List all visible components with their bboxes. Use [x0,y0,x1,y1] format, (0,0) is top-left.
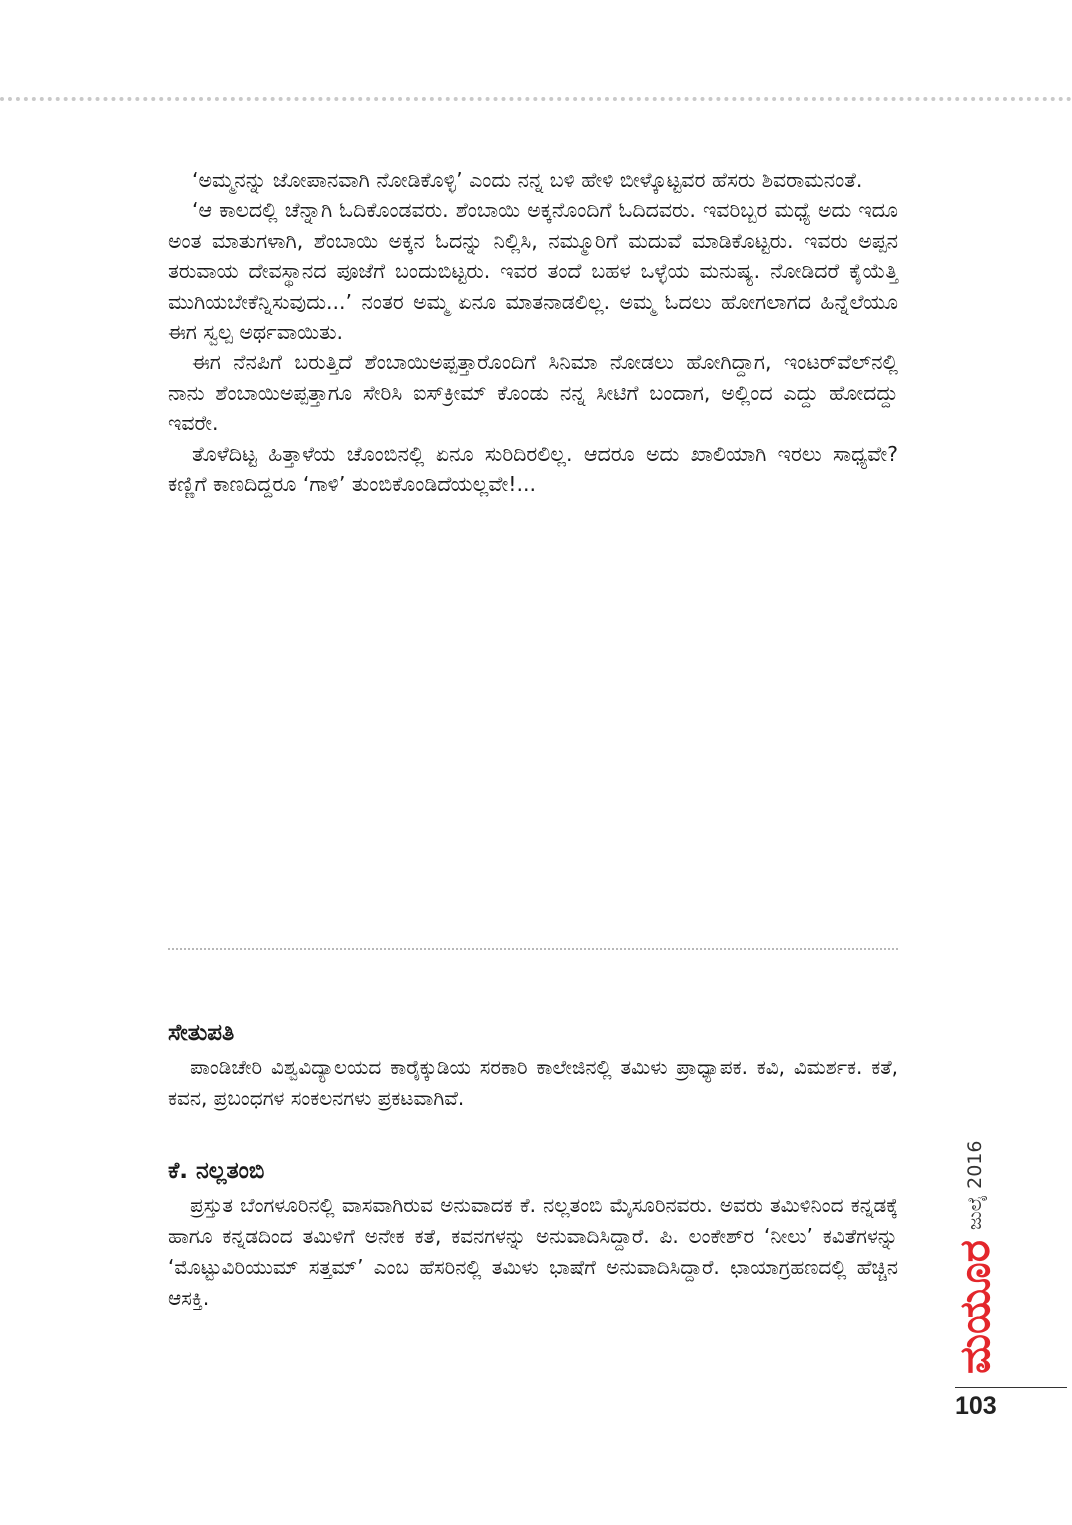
section-dotted-divider [168,948,898,950]
top-dotted-divider [0,97,1072,101]
bio-text: ಪಾಂಡಿಚೇರಿ ವಿಶ್ವವಿದ್ಯಾಲಯದ ಕಾರೈಕ್ಕುಡಿಯ ಸರಕಾರಿ ಕಾಲೇಜಿನಲ್ಲಿ ತಮಿಳು ಪ್ರಾಧ್ಯಾಪಕ. ಕವಿ, ವಿಮರ್ಶಕ. ಕತೆ, ಕವನ, ಪ್ರಬಂಧಗಳ ಸಂಕಲನಗಳು ಪ್ರಕಟವಾಗಿವೆ. [168,1055,898,1110]
author-bio-nallathambi [168,1156,898,1314]
author-bio-sethupathi [168,1018,898,1114]
story-paragraph: ತೊಳೆದಿಟ್ಟ ಹಿತ್ತಾಳೆಯ ಚೊಂಬಿನಲ್ಲಿ ಏನೂ ಸುರಿದಿರಲಿಲ್ಲ. ಆದರೂ ಅದು ಖಾಲಿಯಾಗಿ ಇರಲು ಸಾಧ್ಯವೇ? ಕಣ್ಣಿಗೆ ಕಾಣದಿದ್ದರೂ ‘ಗಾಳಿ’ ತುಂಬಿಕೊಂಡಿದೆಯಲ್ಲವೇ!... [168,441,898,497]
bio-name: ಸೇತುಪತಿ [168,1020,235,1046]
story-body [168,165,898,499]
page-number: 103 [955,1392,997,1420]
story-paragraph: ಈಗ ನೆನಪಿಗೆ ಬರುತ್ತಿದೆ ಶೆಂಬಾಯಿಅಪ್ಪತ್ತಾರೊಂದಿಗೆ ಸಿನಿಮಾ ನೋಡಲು ಹೋಗಿದ್ದಾಗ, ಇಂಟರ್‌ವೆಲ್‌ನಲ್ಲಿ ನಾನು ಶೆಂಬಾಯಿಅಪ್ಪತ್ತಾಗೂ ಸೇರಿಸಿ ಐಸ್‌ಕ್ರೀಮ್ ಕೊಂಡು ನನ್ನ ಸೀಟಿಗೆ ಬಂದಾಗ, ಅಲ್ಲಿಂದ ಎದ್ದು ಹೋದದ್ದು ಇವರೇ. [168,350,898,436]
magazine-logo: ಮಯೂರ [950,1240,999,1375]
page-number-rule [955,1387,1067,1388]
story-paragraph: ‘ಆ ಕಾಲದಲ್ಲಿ ಚೆನ್ನಾಗಿ ಓದಿಕೊಂಡವರು. ಶೆಂಬಾಯಿ ಅಕ್ಕನೊಂದಿಗೆ ಓದಿದವರು. ಇವರಿಬ್ಬರ ಮಧ್ಯೆ ಅದು ಇದೂ ಅಂತ ಮಾತುಗಳಾಗಿ, ಶೆಂಬಾಯಿ ಅಕ್ಕನ ಓದನ್ನು ನಿಲ್ಲಿಸಿ, ನಮ್ಮೂರಿಗೆ ಮದುವೆ ಮಾಡಿಕೊಟ್ಟರು. ಇವರು ಅಪ್ಪನ ತರುವಾಯ ದೇವಸ್ಥಾನದ ಪೂಜೆಗೆ ಬಂದುಬಿಟ್ಟರು. ಇವರ ತಂದೆ ಬಹಳ ಒಳ್ಳೆಯ ಮನುಷ್ಯ. ನೋಡಿದರೆ ಕೈಯೆತ್ತಿ ಮುಗಿಯಬೇಕೆನ್ನಿಸುವುದು...’ ನಂತರ ಅಮ್ಮ ಏನೂ ಮಾತನಾಡಲಿಲ್ಲ. ಅಮ್ಮ ಓದಲು ಹೋಗಲಾಗದ ಹಿನ್ನೆಲೆಯೂ ಈಗ ಸ್ವಲ್ಪ ಅರ್ಥವಾಯಿತು. [168,198,898,345]
story-paragraph: ‘ಅಮ್ಮನನ್ನು ಜೋಪಾನವಾಗಿ ನೋಡಿಕೊಳ್ಳಿ’ ಎಂದು ನನ್ನ ಬಳಿ ಹೇಳಿ ಬೀಳ್ಕೊಟ್ಟವರ ಹೆಸರು ಶಿವರಾಮನಂತೆ. [192,168,863,192]
issue-date: ಜುಲೈ 2016 [964,1140,986,1230]
bio-text: ಪ್ರಸ್ತುತ ಬೆಂಗಳೂರಿನಲ್ಲಿ ವಾಸವಾಗಿರುವ ಅನುವಾದಕ ಕೆ. ನಲ್ಲತಂಬಿ ಮೈಸೂರಿನವರು. ಅವರು ತಮಿಳಿನಿಂದ ಕನ್ನಡಕ್ಕೆ ಹಾಗೂ ಕನ್ನಡದಿಂದ ತಮಿಳಿಗೆ ಅನೇಕ ಕತೆ, ಕವನಗಳನ್ನು ಅನುವಾದಿಸಿದ್ದಾರೆ. ಪಿ. ಲಂಕೇಶ್‌ರ ‘ನೀಲು’ ಕವಿತೆಗಳನ್ನು ‘ಮೊಟ್ಟುವಿರಿಯುಮ್ ಸತ್ತಮ್’ ಎಂಬ ಹೆಸರಿನಲ್ಲಿ ತಮಿಳು ಭಾಷೆಗೆ ಅನುವಾದಿಸಿದ್ದಾರೆ. ಛಾಯಾಗ್ರಹಣದಲ್ಲಿ ಹೆಚ್ಚಿನ ಆಸಕ್ತಿ. [168,1193,898,1310]
bio-name: ಕೆ. ನಲ್ಲತಂಬಿ [168,1158,265,1184]
